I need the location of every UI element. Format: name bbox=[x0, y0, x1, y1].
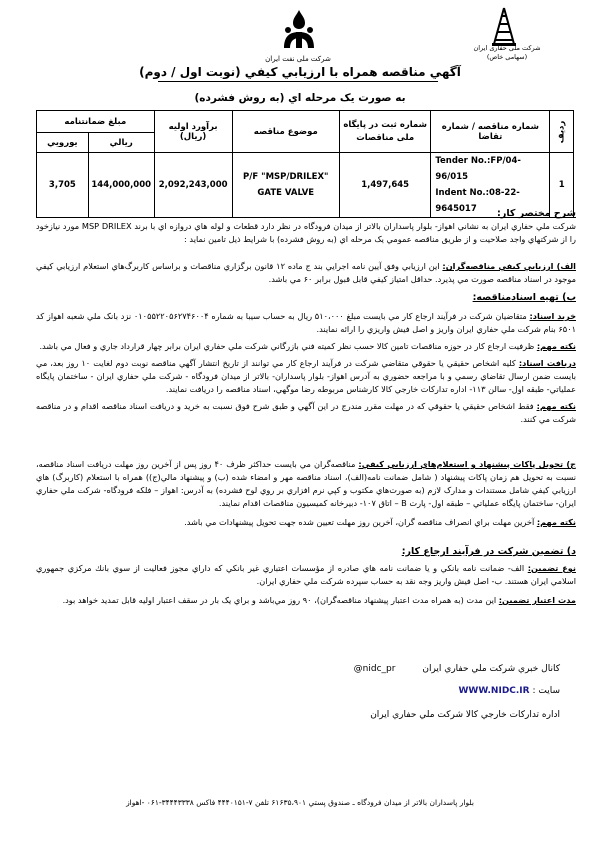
tender-table bbox=[36, 110, 574, 218]
cell-estimate: 2,092,243,000 bbox=[154, 153, 232, 218]
cell-euro: 3,705 bbox=[37, 153, 89, 218]
note2-paragraph bbox=[36, 400, 576, 426]
news-channel-line bbox=[40, 664, 560, 674]
nidc-name bbox=[452, 44, 562, 62]
nidc-name-line1: شرکت ملی حفاری ایران bbox=[473, 44, 541, 52]
receive-text: كليه اشخاص حقيقي يا حقوقي متقاضي شركت در فرآيند ارجاع كار مي توانند از تاريخ انتشار آگهي مناقصه نوبت دوم لغايت ۱۰ روز بعد، مي بايست ضمن ارسال تقاضاي رسمي و با مراجعه حضوري به آدرس اهواز- بلوار پاسداران- بالاتر از ميدان فرودگاه - شركت ملي حفاري ايران - ساختمان پايگاه عملياتي- طبقه اول- سالن ۱۱۳- اداره تداركات خارجي كالا كارشناس مربوطه رضا موگهي، اسناد مناقصه را دريافت نمايند. bbox=[36, 358, 576, 394]
postal-address: بلوار پاسداران بالاتر از ميدان فرودگاه ـ صندوق پستي ۶۱۶۳۵،۹۰۱ تلفن ۷-۴۴۴۰۱۵۱ فاكس ۳۴۴۴۳۳۳۸-۰۶۱ -اهواز bbox=[126, 798, 474, 807]
purchase-text: متقاضيان شركت در فرآيند ارجاع كار مي بايست مبلغ ۵۱۰،۰۰۰ ريال به حساب سيبا به شماره ۰۱۰۵۵۲۲۰۵۶۲۷۴۶۰۰۴ نزد بانک ملي شعبه اهواز كد ۶۵۰۱ بنام شرکت ملي حفاري ايران واريز و اصل فيش واريزي را ارائه نمايند. bbox=[36, 311, 576, 334]
summary-section bbox=[36, 207, 576, 246]
header-rial: ريالي bbox=[88, 133, 154, 153]
channel-handle[interactable]: @nidc_pr bbox=[353, 664, 396, 674]
section-d-label: د) تضمين شركت در فرآيند ارجاع كار: bbox=[401, 546, 576, 557]
cell-row-no: 1 bbox=[550, 153, 574, 218]
subject-line2: GATE VALVE bbox=[257, 188, 315, 198]
header-row-no: رديف bbox=[550, 111, 574, 153]
section-c-note-text: آخرين مهلت براي انصراف مناقصه گران، آخرين روز مهلت تعيين شده جهت تحويل پيشنهادات مي باشد. bbox=[184, 517, 535, 527]
nioc-logo-icon bbox=[280, 8, 318, 52]
section-c-label: ج) تحويل پاكات پيشنهاد و استعلام‌هاي ارزيابي كيفي: bbox=[358, 459, 576, 469]
guarantee-validity-text: اين مدت (به همراه مدت اعتبار پيشنهاد مناقصه‌گران)، ۹۰ روز مي‌باشد و براي يک بار در سقف اعتبار اوليه قابل تمديد خواهد بود. bbox=[62, 595, 497, 605]
section-b bbox=[36, 291, 576, 426]
nidc-name-line2: (سهامی خاص) bbox=[486, 53, 528, 61]
guarantee-type-paragraph bbox=[36, 562, 576, 588]
summary-heading: شرح مختصر كار: bbox=[497, 208, 576, 219]
indent-number: Indent No.:08-22-9645017 bbox=[435, 188, 520, 214]
header-subject: موضوع مناقصه bbox=[232, 111, 339, 153]
channel-label: كانال خبري شركت ملي حفاري ايران bbox=[422, 664, 560, 674]
section-a-label: الف) ارزيابي كيفي مناقصه‌گران: bbox=[442, 261, 576, 271]
section-c-text: مناقصه‌گران مي بايست حداكثر ظرف ۴۰ روز پس از آخرين روز مهلت دريافت اسناد مناقصه، نسبت به تحويل هم زمان پاكات پيشنهاد ( شامل ضمانت نامه(الف)، اسناد مناقصه مهر و امضاء شده (ب) و پيشنهاد مالي(ج)) همراه با استعلام (كاربرگ) هاي ارزيابي كيفي شامل مستندات و مدارک لازم (به صورت‌هاي مكتوب و كپي نرم افزاري بر روي لوح فشرده) به آدرس: اهواز – فلكه فرودگاه- شرکت ملي حفاري ايران- ساختمان پايگاه عملياتي – طبقه اول- پارت B – اتاق ۱۰۷- دبيرخانه كميسيون مناقصات اقدام نمايند. bbox=[36, 459, 576, 508]
purchase-label: خريد اسناد: bbox=[529, 311, 576, 321]
note2-text: فقط اشخاص حقيقي يا حقوقي كه در مهلت مقرر مندرج در اين آگهي و طبق شرح فوق نسبت به خريد و دريافت اسناد مناقصه اقدام و در مناقصه شركت مي كنند. bbox=[36, 401, 576, 424]
guarantee-validity-label: مدت اعتبار تضمين: bbox=[498, 595, 576, 605]
table-header-row bbox=[37, 111, 574, 133]
nioc-name: شرکت ملی نفت ایران bbox=[265, 55, 331, 63]
note1-text: ظرفيت ارجاع كار در حوزه مناقصات تامين كالا حسب نظر كميته فني بازرگاني شركت ملي حفاري ايران برابر چهار قرارداد جاري و فعال مي باشد. bbox=[39, 341, 535, 351]
office-line: اداره تداركات خارجي كالا شركت ملي حفاري ايران bbox=[370, 710, 560, 720]
purchase-paragraph bbox=[36, 310, 576, 336]
cell-reg-no: 1,497,645 bbox=[339, 153, 430, 218]
receive-paragraph bbox=[36, 357, 576, 396]
section-c-note-label: نكته مهم: bbox=[536, 517, 576, 527]
site-url-link[interactable]: WWW.NIDC.IR bbox=[458, 686, 530, 696]
section-a bbox=[36, 260, 576, 286]
website-line bbox=[40, 686, 560, 696]
guarantee-type-label: نوع تضمين: bbox=[527, 563, 576, 573]
header-euro: يورويي bbox=[37, 133, 89, 153]
header-estimate: برآورد اوليه (ريال) bbox=[154, 111, 232, 153]
receive-label: دريافت اسناد: bbox=[518, 358, 576, 368]
note2-label: نكته مهم: bbox=[536, 401, 576, 411]
header-tender-no: شماره مناقصه / شماره تقاضا bbox=[431, 111, 550, 153]
guarantee-validity-paragraph bbox=[36, 594, 576, 607]
summary-text: شرکت ملي حفاري ايران به نشاني اهواز- بلوار پاسداران بالاتر از ميدان فرودگاه در نظر دارد قطعات و لوله هاي دروازه اي با برند MSP DRILEX مورد نيازخود را از شرکتهاي واجد صلاحيت و از طريق مناقصه عمومي يک مرحله اي (به روش فشرده) با شرايط ذيل تامين نمايد : bbox=[36, 221, 576, 244]
note1-paragraph bbox=[36, 340, 576, 353]
subject-line1: P/F "MSP/DRILEX" bbox=[243, 172, 329, 182]
notice-title: آگهي مناقصه همراه با ارزيابي كيفي (نوبت اول / دوم) bbox=[139, 65, 461, 79]
section-d bbox=[36, 545, 576, 607]
cell-rial: 144,000,000 bbox=[88, 153, 154, 218]
guarantee-type-text: الف- ضمانت نامه بانكي و يا ضمانت نامه هاي صادره از مؤسسات اعتباري غير بانكي كه داراي مجوز فعاليت از سوي بانك مركزي جمهوري اسلامي ايران هستند. ب- اصل فيش واريز وجه نقد به حساب سپرده شرکت ملي حفاري ايران. bbox=[36, 563, 576, 586]
section-a-text: اين ارزيابي وفق آيين نامه اجرايي بند ج ماده ۱۲ قانون برگزاري مناقصات و براساس كاربرگ‌هاي استعلام ارزيابي كيفي موجود در اسناد مناقصه صورت مي پذيرد. حداقل امتياز كيفي قابل قبول برابر ۶۰ مي باشد. bbox=[36, 261, 576, 284]
section-c bbox=[36, 458, 576, 529]
title-underline bbox=[158, 81, 438, 82]
tender-number: Tender No.:FP/04-96/015 bbox=[435, 156, 521, 182]
section-c-note bbox=[36, 516, 576, 529]
header-reg-no: شماره ثبت در پایگاه ملی مناقصات bbox=[339, 111, 430, 153]
note1-label: نكته مهم: bbox=[536, 341, 576, 351]
section-b-label: ب) تهيه اسنادمناقصه: bbox=[472, 292, 576, 303]
nidc-derrick-logo-icon bbox=[488, 6, 520, 46]
notice-subtitle: به صورت يک مرحله اي (به روش فشرده) bbox=[194, 92, 406, 104]
site-label: سايت : bbox=[532, 686, 560, 696]
header-guarantee: مبلغ ضمانتنامه bbox=[37, 111, 155, 133]
